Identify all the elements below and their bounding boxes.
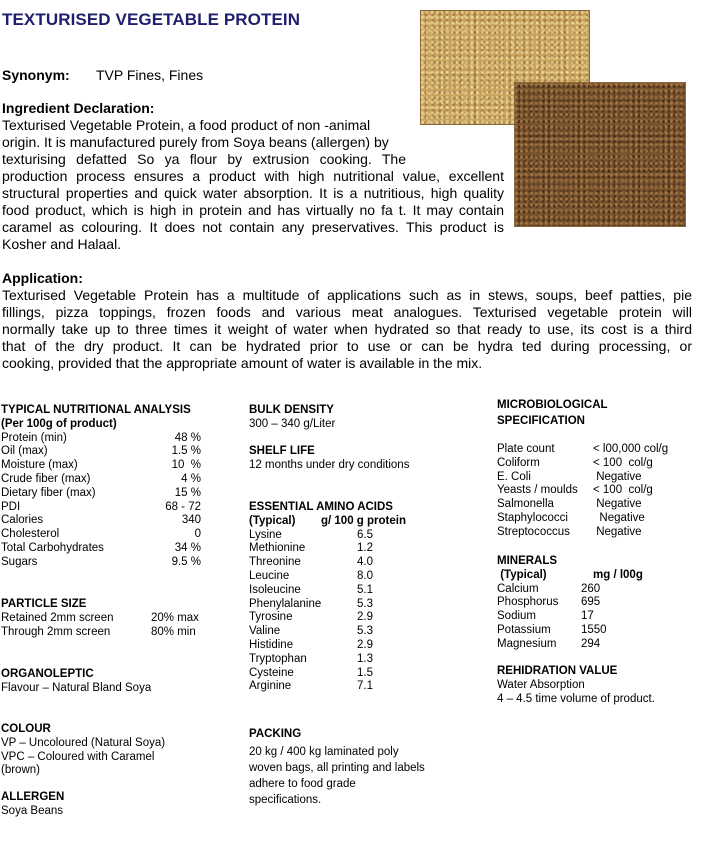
- minerals-table: [497, 583, 643, 652]
- allergen-text: Soya Beans: [1, 804, 64, 817]
- micro-row-value: < 100 col/g: [593, 456, 653, 469]
- amino-row-label: Leucine: [249, 569, 290, 582]
- amino-row-value: 2.9: [357, 611, 373, 624]
- nutrition-row-value: 9.5 %: [171, 555, 201, 568]
- nutrition-row: [1, 445, 201, 459]
- particle-row: [1, 612, 199, 626]
- ingredient-text-narrow: [2, 117, 406, 168]
- nutrition-row-label: Oil (max): [1, 445, 48, 458]
- bulk-text: 300 – 340 g/Liter: [249, 417, 336, 430]
- nutrition-row-label: Moisture (max): [1, 459, 78, 472]
- micro-table: [497, 443, 668, 540]
- amino-row-label: Histidine: [249, 638, 294, 651]
- minerals-row-value: 260: [581, 582, 601, 595]
- amino-row-label: Threonine: [249, 556, 301, 569]
- amino-row: [249, 680, 406, 694]
- nutrition-row: [1, 528, 201, 542]
- nutrition-subheading: (Per 100g of product): [1, 417, 117, 430]
- minerals-sub-label: (Typical): [497, 568, 547, 581]
- nutrition-row: [1, 514, 201, 528]
- particle-row-label: Through 2mm screen: [1, 625, 111, 638]
- amino-row-value: 5.3: [357, 625, 373, 638]
- packing-line: specifications.: [249, 794, 322, 806]
- ingredient-line: Texturised Vegetable Protein, a food product of non -animal: [2, 117, 371, 133]
- amino-row: [249, 625, 406, 639]
- micro-row-value: Negative: [593, 525, 642, 538]
- shelf-text: 12 months under dry conditions: [249, 458, 410, 471]
- micro-row: [497, 471, 668, 485]
- nutrition-row-value: 4 %: [181, 472, 201, 485]
- micro-row: [497, 512, 668, 526]
- allergen-section: [1, 791, 64, 819]
- amino-sub-label: (Typical): [249, 514, 296, 527]
- minerals-heading: MINERALS: [497, 555, 558, 567]
- nutrition-row: [1, 459, 201, 473]
- nutrition-row: [1, 542, 201, 556]
- particle-row-value: 80% min: [151, 625, 196, 638]
- synonym-label: Synonym:: [2, 67, 70, 83]
- nutrition-row-value: 0: [194, 528, 201, 541]
- amino-row-label: Valine: [249, 625, 281, 638]
- micro-heading: SPECIFICATION: [497, 415, 585, 427]
- nutrition-row: [1, 501, 201, 515]
- micro-row-label: Yeasts / moulds: [497, 484, 578, 497]
- nutrition-row-value: 15 %: [174, 486, 201, 499]
- micro-row-value: < l00,000 col/g: [593, 443, 669, 455]
- nutrition-section: [1, 404, 201, 570]
- nutrition-row: [1, 473, 201, 487]
- colour-line: VPC – Coloured with Caramel: [1, 750, 155, 763]
- synonym-value: TVP Fines, Fines: [96, 67, 204, 83]
- nutrition-row-value: 340: [181, 514, 201, 527]
- minerals-row: [497, 583, 643, 597]
- amino-heading: ESSENTIAL AMINO ACIDS: [249, 501, 393, 513]
- micro-heading: MICROBIOLOGICAL: [497, 399, 608, 411]
- amino-row-label: Tryptophan: [249, 652, 307, 665]
- particle-section: [1, 598, 199, 639]
- amino-row-label: Isoleucine: [249, 583, 301, 596]
- amino-row-value: 1.5: [357, 666, 373, 679]
- amino-sub-unit: g/ 100 g protein: [321, 514, 406, 527]
- micro-row-label: Coliform: [497, 456, 540, 469]
- minerals-row-label: Sodium: [497, 610, 536, 623]
- micro-row: [497, 484, 668, 498]
- minerals-row-value: 695: [581, 596, 601, 609]
- application-heading: Application:: [2, 270, 83, 286]
- minerals-sub-unit: mg / l00g: [593, 568, 643, 581]
- nutrition-row-label: Protein (min): [1, 431, 67, 444]
- minerals-section: [497, 555, 643, 652]
- rehydration-heading: REHIDRATION VALUE: [497, 665, 618, 677]
- ingredient-line: structural properties and quick water absorption. It is a nutritious, high quality: [2, 185, 504, 201]
- amino-row: [249, 598, 406, 612]
- nutrition-heading: TYPICAL NUTRITIONAL ANALYSIS: [1, 404, 191, 416]
- micro-row-value: Negative: [593, 498, 642, 511]
- bulk-density-section: [249, 404, 335, 432]
- allergen-heading: ALLERGEN: [1, 791, 65, 803]
- amino-row: [249, 611, 406, 625]
- micro-row-label: E. Coli: [497, 470, 531, 483]
- minerals-row: [497, 624, 643, 638]
- application-line: cooking, provided that the appropriate amount of water is available in the mix.: [2, 355, 483, 371]
- micro-row: [497, 457, 668, 471]
- amino-row-value: 5.3: [357, 597, 373, 610]
- nutrition-row-value: 34 %: [174, 541, 201, 554]
- amino-row: [249, 542, 406, 556]
- micro-row: [497, 526, 668, 540]
- amino-row: [249, 584, 406, 598]
- micro-row-label: Staphylococci: [497, 511, 568, 524]
- amino-row-value: 6.5: [357, 528, 373, 541]
- nutrition-row-value: 48 %: [174, 431, 201, 444]
- minerals-row: [497, 596, 643, 610]
- minerals-row: [497, 610, 643, 624]
- nutrition-table: [1, 432, 201, 570]
- application-line: fillings, pizza toppings, frozen foods and various meat analogues. Texturised vegetable protein will: [2, 304, 692, 320]
- application-text: [2, 287, 692, 372]
- ingredient-text-wide: [2, 168, 504, 253]
- application-line: that of the dry product. It can be hydrated prior to use or can be hydra ted during processing, or: [2, 338, 692, 354]
- minerals-row-value: 294: [581, 637, 601, 650]
- nutrition-row-value: 1.5 %: [171, 445, 201, 458]
- application-line: normally take up to three times it weight of water when hydrated so that ready to use, its cost is a third: [2, 321, 692, 337]
- amino-row-label: Methionine: [249, 542, 306, 555]
- amino-table: [249, 529, 406, 695]
- amino-row: [249, 653, 406, 667]
- amino-section: [249, 501, 406, 694]
- nutrition-row-label: Calories: [1, 514, 44, 527]
- amino-row: [249, 556, 406, 570]
- nutrition-row-label: Crude fiber (max): [1, 472, 91, 485]
- packing-section: [249, 727, 425, 808]
- application-line: Texturised Vegetable Protein has a multitude of applications such as in stews, soups, beef patties, pie: [2, 287, 692, 303]
- micro-row-value: Negative: [593, 511, 645, 524]
- organoleptic-text: Flavour – Natural Bland Soya: [1, 681, 152, 694]
- micro-row: [497, 498, 668, 512]
- colour-line: VP – Uncoloured (Natural Soya): [1, 736, 166, 749]
- particle-heading: PARTICLE SIZE: [1, 598, 87, 610]
- nutrition-row-value: 68 - 72: [165, 500, 201, 513]
- amino-row-label: Lysine: [249, 528, 282, 541]
- particle-row-label: Retained 2mm screen: [1, 611, 114, 624]
- packing-line: woven bags, all printing and labels: [249, 762, 425, 774]
- particle-row-value: 20% max: [151, 611, 199, 624]
- amino-row-value: 4.0: [357, 556, 373, 569]
- micro-row-label: Plate count: [497, 443, 555, 455]
- nutrition-row: [1, 556, 201, 570]
- minerals-row-label: Potassium: [497, 623, 551, 636]
- ingredient-line: Kosher and Halaal.: [2, 236, 122, 252]
- packing-line: adhere to food grade: [249, 778, 356, 790]
- nutrition-row-label: Dietary fiber (max): [1, 486, 96, 499]
- micro-row: [497, 443, 668, 457]
- minerals-row-value: 1550: [581, 623, 607, 636]
- organoleptic-section: [1, 668, 151, 696]
- ingredient-line: production process ensures a product with high nutritional value, excellent: [2, 168, 504, 184]
- ingredient-heading: Ingredient Declaration:: [2, 100, 155, 116]
- micro-row-value: < 100 col/g: [593, 484, 653, 497]
- amino-row: [249, 529, 406, 543]
- particle-table: [1, 612, 199, 640]
- colour-section: [1, 723, 165, 778]
- nutrition-row-label: PDI: [1, 500, 21, 513]
- synonym-line: [2, 67, 203, 83]
- micro-section: [497, 397, 668, 540]
- packing-heading: PACKING: [249, 728, 302, 740]
- ingredient-line: texturising defatted So ya flour by extrusion cooking. The: [2, 151, 406, 167]
- amino-row-label: Cysteine: [249, 666, 294, 679]
- amino-row: [249, 639, 406, 653]
- amino-row-label: Tyrosine: [249, 611, 293, 624]
- micro-row-value: Negative: [593, 470, 642, 483]
- amino-row: [249, 667, 406, 681]
- minerals-row-label: Calcium: [497, 582, 539, 595]
- amino-row-value: 2.9: [357, 638, 373, 651]
- amino-row-value: 1.3: [357, 652, 373, 665]
- amino-row: [249, 570, 406, 584]
- nutrition-row: [1, 432, 201, 446]
- ingredient-line: caramel as colouring. It does not contain any preservatives. This product is: [2, 219, 504, 235]
- amino-row-value: 7.1: [357, 680, 373, 693]
- amino-row-label: Arginine: [249, 680, 292, 693]
- nutrition-row-value: 10 %: [171, 459, 201, 472]
- nutrition-row-label: Total Carbohydrates: [1, 541, 104, 554]
- minerals-subheading: [497, 569, 643, 583]
- micro-row-label: Salmonella: [497, 498, 554, 511]
- organoleptic-heading: ORGANOLEPTIC: [1, 668, 94, 680]
- shelf-life-section: [249, 445, 409, 473]
- minerals-row-label: Phosphorus: [497, 596, 559, 609]
- rehydration-line: 4 – 4.5 time volume of product.: [497, 692, 655, 705]
- shelf-heading: SHELF LIFE: [249, 445, 315, 457]
- particle-row: [1, 626, 199, 640]
- page-title: TEXTURISED VEGETABLE PROTEIN: [2, 10, 301, 29]
- minerals-row: [497, 638, 643, 652]
- packing-line: 20 kg / 400 kg laminated poly: [249, 746, 399, 758]
- micro-row-label: Streptococcus: [497, 525, 570, 538]
- amino-row-value: 1.2: [357, 542, 373, 555]
- nutrition-row-label: Sugars: [1, 555, 38, 568]
- amino-row-value: 8.0: [357, 569, 373, 582]
- ingredient-line: food product, which is high in protein and has virtually no fa t. It may contain: [2, 202, 504, 218]
- minerals-row-label: Magnesium: [497, 637, 557, 650]
- tvp-caramel-image: [514, 82, 686, 227]
- amino-row-value: 5.1: [357, 583, 373, 596]
- rehydration-line: Water Absorption: [497, 678, 585, 691]
- amino-subheading: [249, 515, 406, 529]
- bulk-heading: BULK DENSITY: [249, 404, 334, 416]
- colour-line: (brown): [1, 764, 40, 777]
- nutrition-row-label: Cholesterol: [1, 528, 60, 541]
- nutrition-row: [1, 487, 201, 501]
- minerals-row-value: 17: [581, 610, 594, 623]
- amino-row-label: Phenylalanine: [249, 597, 322, 610]
- rehydration-section: [497, 665, 655, 706]
- ingredient-line: origin. It is manufactured purely from Soya beans (allergen) by: [2, 134, 389, 150]
- colour-heading: COLOUR: [1, 723, 51, 735]
